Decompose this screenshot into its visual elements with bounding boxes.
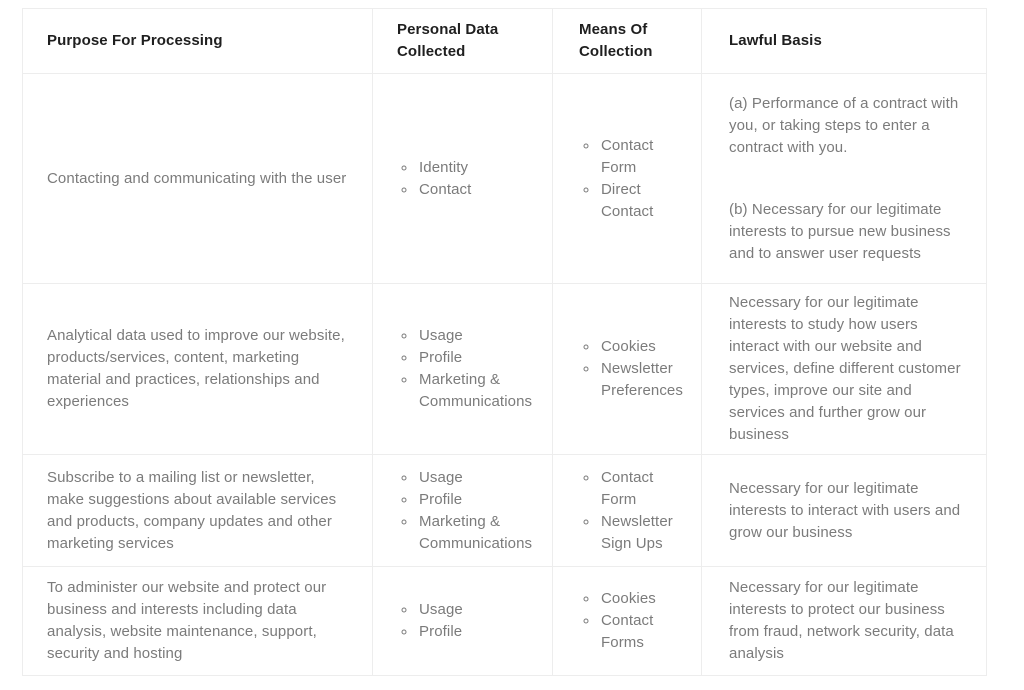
list-item: ◦ Contact Forms bbox=[599, 610, 687, 654]
means-list bbox=[579, 588, 687, 654]
personal-data-list bbox=[397, 467, 540, 555]
cell-means bbox=[553, 74, 702, 284]
cell-purpose: To administer our website and protect our business and interests including data analysis, website maintenance, support, security and hosting bbox=[23, 567, 373, 676]
lawful-basis-paragraph: Necessary for our legitimate interests to study how users interact with our website and services, define different customer types, improve our site and services and further grow our business bbox=[729, 294, 961, 443]
list-item: ◦ Contact bbox=[417, 179, 540, 201]
table-row-subscribe bbox=[23, 455, 987, 567]
list-item: ◦ Marketing & Communications bbox=[417, 369, 540, 413]
list-item: ◦ Direct Contact bbox=[599, 179, 687, 223]
list-item: ◦ Usage bbox=[417, 467, 540, 489]
list-item: ◦ Newsletter Sign Ups bbox=[599, 511, 687, 555]
list-item: ◦ Cookies bbox=[599, 336, 687, 358]
list-item: ◦ Newsletter Preferences bbox=[599, 358, 687, 402]
lawful-basis-paragraph: Necessary for our legitimate interests to protect our business from fraud, network security, data analysis bbox=[729, 579, 954, 662]
list-item: ◦ Identity bbox=[417, 157, 540, 179]
list-item: ◦ Profile bbox=[417, 489, 540, 511]
cell-purpose: Analytical data used to improve our website, products/services, content, marketing material and practices, relationships and experiences bbox=[23, 284, 373, 455]
list-item: ◦ Contact Form bbox=[599, 135, 687, 179]
lawful-basis-paragraph: (a) Performance of a contract with you, or taking steps to enter a contract with you. bbox=[729, 94, 959, 156]
list-item: ◦ Profile bbox=[417, 621, 540, 643]
list-item: ◦ Usage bbox=[417, 599, 540, 621]
cell-means bbox=[553, 284, 702, 455]
cell-personal-data bbox=[373, 284, 553, 455]
list-item: ◦ Cookies bbox=[599, 588, 687, 610]
personal-data-list bbox=[397, 599, 540, 643]
list-item: ◦ Marketing & Communications bbox=[417, 511, 540, 555]
header-row bbox=[23, 9, 987, 74]
cell-lawful-basis bbox=[702, 567, 987, 676]
cell-lawful-basis bbox=[702, 284, 987, 455]
cell-lawful-basis bbox=[702, 455, 987, 567]
column-header-personal-data: Personal Data Collected bbox=[373, 9, 553, 74]
cell-means bbox=[553, 455, 702, 567]
means-list bbox=[579, 336, 687, 402]
cell-personal-data bbox=[373, 74, 553, 284]
list-item: ◦ Usage bbox=[417, 325, 540, 347]
table-row-analytical bbox=[23, 284, 987, 455]
cell-lawful-basis bbox=[702, 74, 987, 284]
lawful-basis-paragraph: (b) Necessary for our legitimate interests to pursue new business and to answer user requests bbox=[729, 200, 951, 262]
means-list bbox=[579, 135, 687, 223]
personal-data-list bbox=[397, 157, 540, 201]
table-header bbox=[23, 9, 987, 74]
cell-means bbox=[553, 567, 702, 676]
privacy-processing-table bbox=[22, 8, 987, 676]
privacy-table-container bbox=[22, 8, 987, 676]
personal-data-list bbox=[397, 325, 540, 413]
table-row-contacting bbox=[23, 74, 987, 284]
cell-personal-data bbox=[373, 567, 553, 676]
lawful-basis-paragraph: Necessary for our legitimate interests to interact with users and grow our business bbox=[729, 479, 961, 541]
list-item: ◦ Profile bbox=[417, 347, 540, 369]
means-list bbox=[579, 467, 687, 555]
list-item: ◦ Contact Form bbox=[599, 467, 687, 511]
column-header-means: Means Of Collection bbox=[553, 9, 702, 74]
cell-purpose: Subscribe to a mailing list or newsletter, make suggestions about available services and products, company updates and other marketing services bbox=[23, 455, 373, 567]
cell-purpose: Contacting and communicating with the user bbox=[23, 74, 373, 284]
table-body bbox=[23, 74, 987, 676]
table-row-administer bbox=[23, 567, 987, 676]
column-header-purpose: Purpose For Processing bbox=[23, 9, 373, 74]
column-header-lawful-basis: Lawful Basis bbox=[702, 9, 987, 74]
cell-personal-data bbox=[373, 455, 553, 567]
